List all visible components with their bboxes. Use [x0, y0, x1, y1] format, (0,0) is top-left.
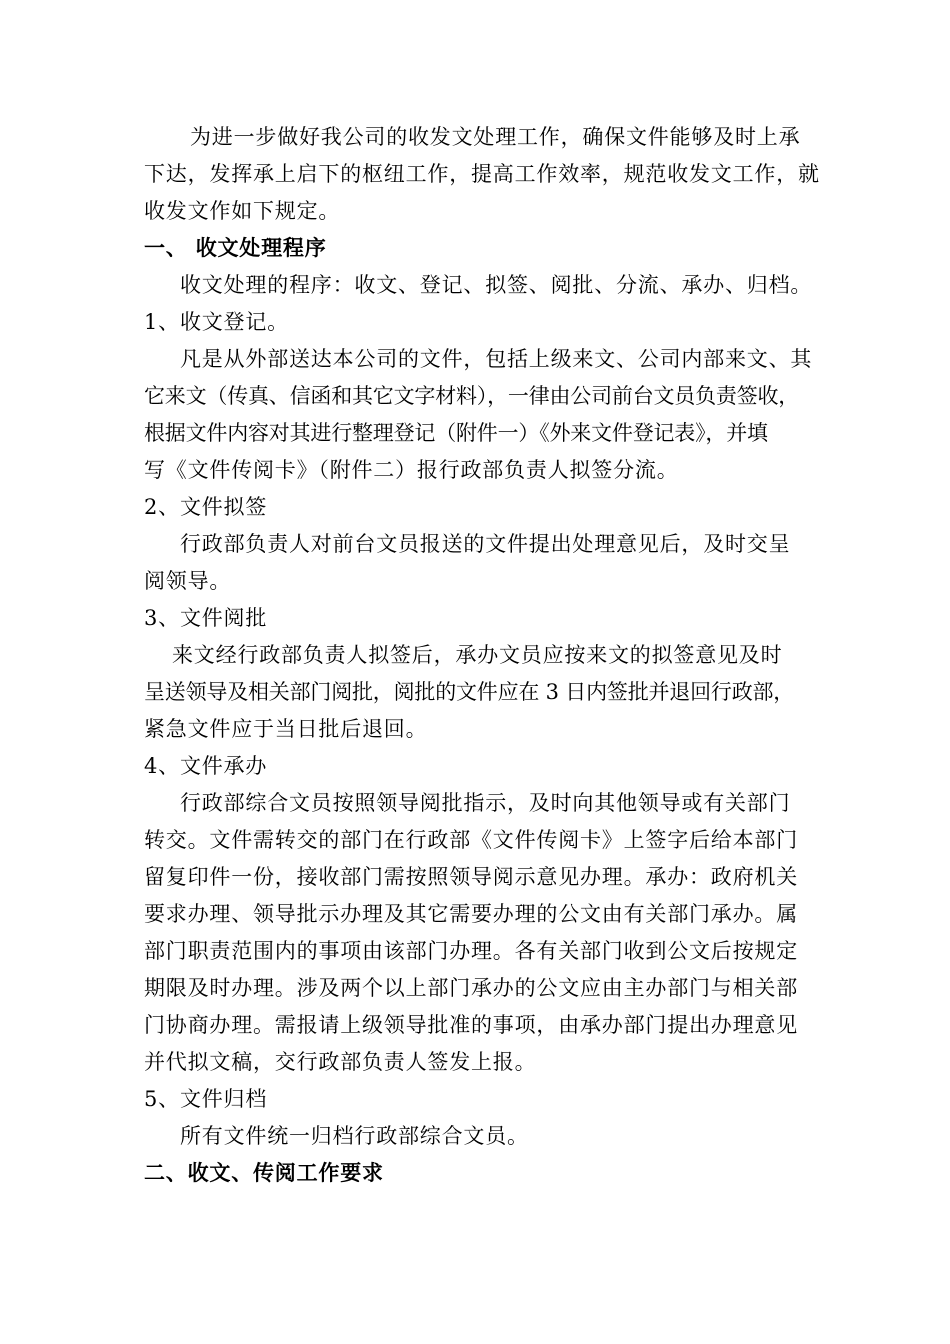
intro-line-1: 为进一步做好我公司的收发文处理工作，确保文件能够及时上承 — [190, 125, 801, 149]
section-2-title: 二、收文、传阅工作要求 — [144, 1161, 384, 1185]
item-4-line-2: 转交。文件需转交的部门在行政部《文件传阅卡》上签字后给本部门 — [144, 828, 798, 852]
item-1-line-1: 凡是从外部送达本公司的文件，包括上级来文、公司内部来文、其 — [180, 347, 813, 371]
item-4-line-7: 门协商办理。需报请上级领导批准的事项，由承办部门提出办理意见 — [144, 1013, 798, 1037]
item-3-line-1: 来文经行政部负责人拟签后，承办文员应按来文的拟签意见及时 — [172, 643, 783, 667]
item-3-line-2: 呈送领导及相关部门阅批，阅批的文件应在 3 日内签批并退回行政部， — [144, 680, 795, 704]
item-1-line-3: 根据文件内容对其进行整理登记（附件一）《外来文件登记表》，并填 — [144, 421, 768, 445]
item-4-line-8: 并代拟文稿，交行政部负责人签发上报。 — [144, 1050, 537, 1074]
item-4-line-6: 期限及时办理。涉及两个以上部门承办的公文应由主办部门与相关部 — [144, 976, 798, 1000]
intro-line-2: 下达，发挥承上启下的枢纽工作，提高工作效率，规范收发文工作，就 — [144, 162, 820, 186]
item-4-line-4: 要求办理、领导批示办理及其它需要办理的公文由有关部门承办。属 — [144, 902, 798, 926]
item-1-line-2: 它来文（传真、信函和其它文字材料），一律由公司前台文员负责签收， — [144, 384, 800, 408]
item-2-line-2: 阅领导。 — [144, 569, 232, 593]
item-4-line-5: 部门职责范围内的事项由该部门办理。各有关部门收到公文后按规定 — [144, 939, 798, 963]
section-1-title: 一、 收文处理程序 — [144, 236, 327, 260]
item-5-heading: 5、文件归档 — [144, 1087, 268, 1111]
item-1-heading: 1、收文登记。 — [144, 310, 289, 334]
item-4-line-1: 行政部综合文员按照领导阅批指示，及时向其他领导或有关部门 — [180, 791, 791, 815]
item-2-heading: 2、文件拟签 — [144, 495, 268, 519]
item-3-heading: 3、文件阅批 — [144, 606, 268, 630]
item-5-line-1: 所有文件统一归档行政部综合文员。 — [180, 1124, 529, 1148]
item-1-line-4: 写《文件传阅卡》（附件二）报行政部负责人拟签分流。 — [144, 458, 679, 482]
intro-line-3: 收发文作如下规定。 — [144, 199, 341, 223]
item-2-line-1: 行政部负责人对前台文员报送的文件提出处理意见后，及时交呈 — [180, 532, 791, 556]
section-1-summary: 收文处理的程序：收文、登记、拟签、阅批、分流、承办、归档。 — [180, 273, 813, 297]
item-4-line-3: 留复印件一份，接收部门需按照领导阅示意见办理。承办：政府机关 — [144, 865, 798, 889]
item-4-heading: 4、文件承办 — [144, 754, 268, 778]
item-3-line-3: 紧急文件应于当日批后退回。 — [144, 717, 428, 741]
